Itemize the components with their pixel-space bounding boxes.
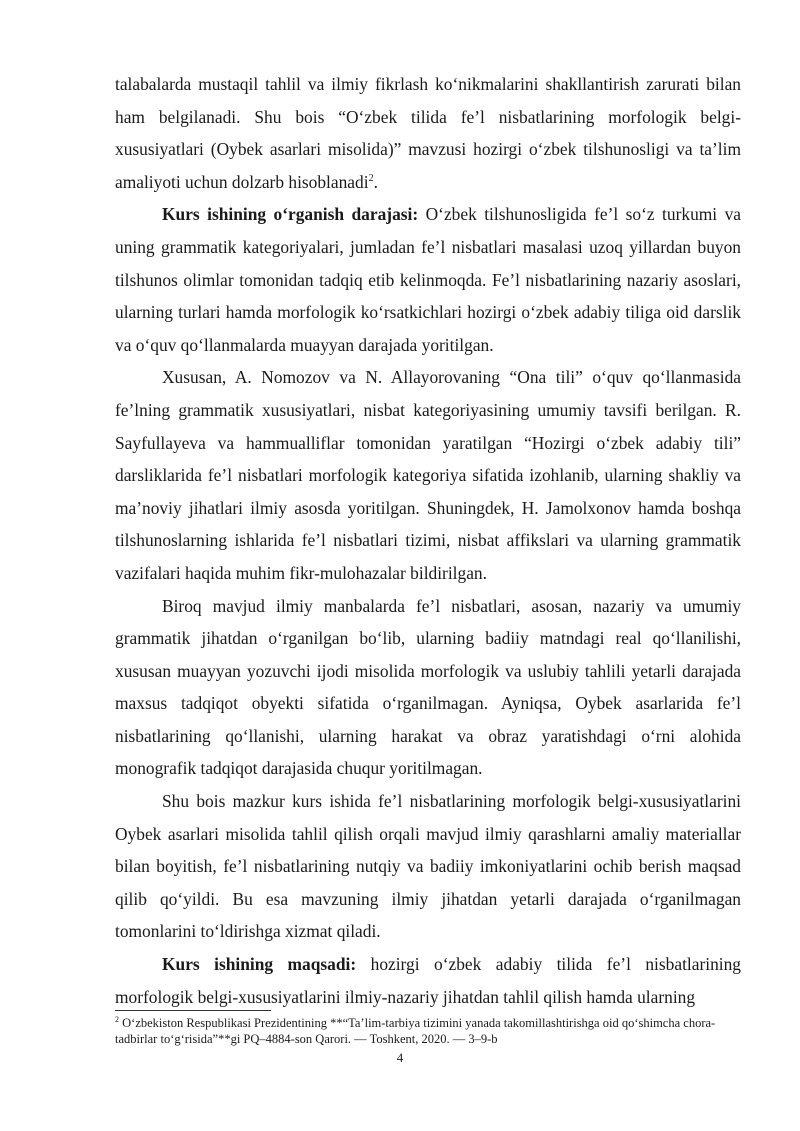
footnote-text: O‘zbekiston Respublikasi Prezidentining **“Ta’lim-tarbiya tizimini yanada takomillashtirishga oid qo‘shimcha chora-tadbirlar to‘g‘risida”**gi PQ–4884-son Qarori. — Toshkent, 2020. — 3–9-b — [115, 1016, 716, 1046]
paragraph-text: Xususan, A. Nomozov va N. Allayorovaning “Ona tili” o‘quv qo‘llanmasida fe’lning grammatik xususiyatlari, nisbat kategoriyasining umumiy tavsifi berilgan. R. Sayfullayeva va hammualliflar tomonidan yaratilgan “Hozirgi o‘zbek adabiy tili” darsliklarida fe’l nisbatlari morfologik kategoriya sifatida izohlanib, ularning shakliy va ma’noviy jihatlari ilmiy asosda yoritilgan. Shuningdek, H. Jamolxonov hamda boshqa tilshunoslarning ishlarida fe’l nisbatlari tizimi, nisbat affikslari va ularning grammatik vazifalari haqida muhim fikr-mulohazalar bildirilgan. — [115, 367, 741, 583]
paragraph-goal — [115, 948, 741, 1013]
section-heading-goal: Kurs ishining maqsadi: — [162, 954, 357, 975]
paragraph-gap — [115, 590, 741, 786]
paragraph-text-end: . — [373, 171, 378, 192]
section-heading-study-level: Kurs ishining o‘rganish darajasi: — [162, 204, 419, 225]
paragraph-text: talabalarda mustaqil tahlil va ilmiy fikrlash ko‘nikmalarini shakllantirish zarurati bilan ham belgilanadi. Shu bois “O‘zbek tilida fe’l nisbatlarining morfologik belgi-xususiyatlari (Oybek asarlari misolida)” mavzusi hozirgi o‘zbek tilshunosligi va ta’lim amaliyoti uchun dolzarb hisoblanadi — [115, 74, 741, 192]
footnote-reference[interactable]: 2 — [368, 172, 374, 184]
paragraph-study-level — [115, 198, 741, 361]
paragraph-sources — [115, 361, 741, 589]
body-text — [115, 68, 741, 1013]
paragraph-intro-continuation — [115, 68, 741, 198]
page-number: 4 — [396, 1050, 404, 1065]
paragraph-purpose-statement — [115, 785, 741, 948]
paragraph-text: Shu bois mazkur kurs ishida fe’l nisbatlarining morfologik belgi-xususiyatlarini Oybek asarlari misolida tahlil qilish orqali mavjud ilmiy qarashlarni amaliy materiallar bilan boyitish, fe’l nisbatlarining nutqiy va badiiy imkoniyatlarini ochib berish maqsad qilib qo‘yildi. Bu esa mavzuning ilmiy jihatdan yetarli darajada o‘rganilmagan tomonlarini to‘ldirishga xizmat qiladi. — [115, 791, 741, 942]
paragraph-text: hozirgi o‘zbek adabiy tilida fe’l nisbatlarining morfologik belgi-xususiyatlarini ilmiy-nazariy jihatdan tahlil qilish hamda ularning — [115, 954, 741, 1007]
footnote-number: 2 — [115, 1014, 119, 1024]
footnote-divider — [115, 1010, 271, 1011]
paragraph-text: O‘zbek tilshunosligida fe’l so‘z turkumi va uning grammatik kategoriyalari, jumladan fe’l nisbatlari masalasi uzoq yillardan buyon tilshunos olimlar tomonidan tadqiq etib kelinmoqda. Fe’l nisbatlarining nazariy asoslari, ularning turlari hamda morfologik ko‘rsatkichlari hozirgi o‘zbek adabiy tiliga oid darslik va o‘quv qo‘llanmalarda muayyan darajada yoritilgan. — [115, 204, 741, 355]
footnote — [115, 1015, 741, 1047]
paragraph-text: Biroq mavjud ilmiy manbalarda fe’l nisbatlari, asosan, nazariy va umumiy grammatik jihatdan o‘rganilgan bo‘lib, ularning badiiy matndagi real qo‘llanilishi, xususan muayyan yozuvchi ijodi misolida morfologik va uslubiy tahlili yetarli darajada maxsus tadqiqot obyekti sifatida o‘rganilmagan. Ayniqsa, Oybek asarlarida fe’l nisbatlarining qo‘llanishi, ularning harakat va obraz yaratishdagi o‘rni alohida monografik tadqiqot darajasida chuqur yoritilmagan. — [115, 595, 741, 779]
